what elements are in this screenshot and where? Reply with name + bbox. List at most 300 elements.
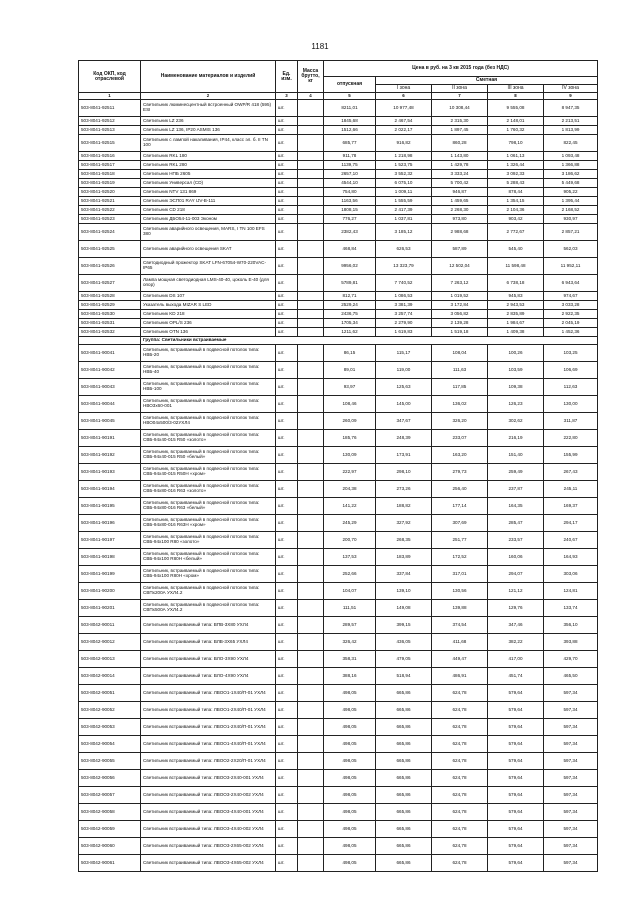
row-code: 503-8041-90198 — [79, 549, 141, 566]
price-zone-2: 111,63 — [432, 362, 488, 379]
row-code: 503-8041-92512 — [79, 117, 141, 126]
price-release: 137,53 — [324, 549, 376, 566]
price-zone-3: 2 148,01 — [488, 117, 544, 126]
price-zone-1: 665,86 — [376, 855, 432, 872]
price-release: 104,07 — [324, 583, 376, 600]
price-zone-3: 237,87 — [488, 481, 544, 498]
price-release: 252,66 — [324, 566, 376, 583]
row-code: 503-8042-90053 — [79, 719, 141, 736]
price-zone-3: 259,49 — [488, 464, 544, 481]
row-code: 503-8041-90042 — [79, 362, 141, 379]
price-zone-4: 1 366,88 — [544, 161, 598, 170]
price-release: 1512,66 — [324, 126, 376, 135]
row-code: 503-8042-90059 — [79, 821, 141, 838]
row-code: 503-8041-92528 — [79, 292, 141, 301]
price-zone-1: 665,86 — [376, 685, 432, 702]
row-name: Светодиодный прожектор SKAT LFN-67054-W70-220VAC-IP65 — [141, 258, 276, 275]
row-name: Светильник встраиваемый типа: ВЛО-4Х90 УХЛ4 — [141, 668, 276, 685]
row-mass — [298, 719, 324, 736]
row-name: Светильник LZ 136, IP20 ASMIS 136 — [141, 126, 276, 135]
price-zone-1: 3 381,39 — [376, 301, 432, 310]
price-zone-1: 1 619,83 — [376, 328, 432, 337]
price-release: 245,29 — [324, 515, 376, 532]
row-mass — [298, 838, 324, 855]
price-zone-1: 10 977,48 — [376, 100, 432, 117]
price-zone-2: 3 172,84 — [432, 301, 488, 310]
table-row — [79, 532, 598, 549]
row-mass — [298, 413, 324, 430]
price-release: 130,09 — [324, 447, 376, 464]
price-zone-3: 579,64 — [488, 770, 544, 787]
price-zone-4: 1 452,36 — [544, 328, 598, 337]
price-zone-4: 930,97 — [544, 215, 598, 224]
row-unit: шт. — [276, 206, 298, 215]
row-unit: шт. — [276, 188, 298, 197]
table-row — [79, 787, 598, 804]
row-code: 503-8041-90193 — [79, 464, 141, 481]
page-number: 1181 — [311, 42, 329, 51]
price-zone-1: 327,92 — [376, 515, 432, 532]
price-zone-1: 436,05 — [376, 634, 432, 651]
row-unit: шт. — [276, 362, 298, 379]
price-zone-2: 624,78 — [432, 685, 488, 702]
price-release: 1705,34 — [324, 319, 376, 328]
row-mass — [298, 617, 324, 634]
price-zone-3: 579,64 — [488, 821, 544, 838]
row-name: Светильник, встраиваемый в подвесной потолок типа: НВО3х60-001 — [141, 396, 276, 413]
row-name: Светильник встраиваемый типа: ЛВОО3-2Х40-002 УХЛ4 — [141, 787, 276, 804]
price-zone-3: 109,38 — [488, 379, 544, 396]
price-release: 498,05 — [324, 753, 376, 770]
price-zone-2: 946,87 — [432, 188, 488, 197]
price-zone-4: 311,87 — [544, 413, 598, 430]
price-zone-1: 145,00 — [376, 396, 432, 413]
price-zone-1: 2 279,90 — [376, 319, 432, 328]
price-release: 498,05 — [324, 770, 376, 787]
row-code: 503-8041-92526 — [79, 258, 141, 275]
price-zone-4: 597,34 — [544, 787, 598, 804]
group-row — [79, 337, 598, 345]
row-mass — [298, 292, 324, 301]
row-unit: шт. — [276, 345, 298, 362]
price-release: 388,16 — [324, 668, 376, 685]
price-zone-4: 245,11 — [544, 481, 598, 498]
price-zone-3: 2 943,53 — [488, 301, 544, 310]
row-unit: шт. — [276, 275, 298, 292]
row-mass — [298, 430, 324, 447]
price-zone-4: 2 922,35 — [544, 310, 598, 319]
header-name: Наименование материалов и изделий — [141, 61, 276, 93]
row-mass — [298, 651, 324, 668]
price-zone-4: 169,37 — [544, 498, 598, 515]
price-zone-2: 624,78 — [432, 804, 488, 821]
row-unit: шт. — [276, 532, 298, 549]
price-zone-2: 860,28 — [432, 135, 488, 152]
row-name: Светильник KD 218 — [141, 310, 276, 319]
price-zone-2: 163,20 — [432, 447, 488, 464]
price-zone-3: 417,00 — [488, 651, 544, 668]
price-zone-4: 1 395,44 — [544, 197, 598, 206]
row-code: 503-8042-90054 — [79, 736, 141, 753]
row-name: Светильник ДБО54-11-003 Эконом — [141, 215, 276, 224]
table-row — [79, 224, 598, 241]
row-mass — [298, 821, 324, 838]
table-row — [79, 821, 598, 838]
price-zone-1: 337,84 — [376, 566, 432, 583]
row-unit: шт. — [276, 179, 298, 188]
row-unit: шт. — [276, 379, 298, 396]
row-name: Светильник, встраиваемый в подвесной потолок типа: СВБ-94х80-016 R63 «золото» — [141, 481, 276, 498]
group-title: Группа: Светильники встраиваемые — [141, 337, 598, 345]
header-prices: Цена в руб. на 3 кв 2015 года (без НДС) — [324, 61, 598, 77]
row-code: 503-8041-92527 — [79, 275, 141, 292]
col-number: 7 — [432, 93, 488, 100]
price-zone-4: 465,50 — [544, 668, 598, 685]
price-zone-4: 294,17 — [544, 515, 598, 532]
price-zone-4: 822,45 — [544, 135, 598, 152]
price-release: 9956,02 — [324, 258, 376, 275]
price-zone-4: 5 449,68 — [544, 179, 598, 188]
price-zone-3: 216,19 — [488, 430, 544, 447]
row-mass — [298, 215, 324, 224]
price-zone-4: 429,70 — [544, 651, 598, 668]
price-zone-3: 2 104,36 — [488, 206, 544, 215]
row-unit: шт. — [276, 161, 298, 170]
row-code: 503-8041-92515 — [79, 135, 141, 152]
table-row — [79, 702, 598, 719]
price-zone-2: 1 143,80 — [432, 152, 488, 161]
price-zone-3: 285,47 — [488, 515, 544, 532]
price-zone-3: 579,64 — [488, 787, 544, 804]
price-zone-4: 11 952,11 — [544, 258, 598, 275]
price-zone-4: 133,74 — [544, 600, 598, 617]
price-zone-2: 7 263,12 — [432, 275, 488, 292]
row-code: 503-8041-90194 — [79, 481, 141, 498]
price-zone-2: 624,78 — [432, 787, 488, 804]
table-row — [79, 566, 598, 583]
price-zone-3: 103,59 — [488, 362, 544, 379]
price-zone-2: 307,69 — [432, 515, 488, 532]
price-release: 2436,75 — [324, 310, 376, 319]
price-zone-3: 9 555,08 — [488, 100, 544, 117]
table-row — [79, 396, 598, 413]
price-zone-2: 2 268,30 — [432, 206, 488, 215]
price-zone-4: 1 093,48 — [544, 152, 598, 161]
row-mass — [298, 301, 324, 310]
table-row — [79, 310, 598, 319]
row-code: 503-8041-92531 — [79, 319, 141, 328]
row-name: Светильник DS 107 — [141, 292, 276, 301]
row-code: 503-8041-90199 — [79, 566, 141, 583]
price-zone-2: 3 056,82 — [432, 310, 488, 319]
price-zone-1: 665,86 — [376, 804, 432, 821]
price-zone-4: 303,06 — [544, 566, 598, 583]
table-row — [79, 753, 598, 770]
table-row — [79, 170, 598, 179]
row-unit: шт. — [276, 310, 298, 319]
row-unit: шт. — [276, 464, 298, 481]
row-mass — [298, 566, 324, 583]
row-code: 503-8041-90043 — [79, 379, 141, 396]
table-row — [79, 275, 598, 292]
row-unit: шт. — [276, 126, 298, 135]
row-unit: шт. — [276, 447, 298, 464]
row-code: 503-8041-90195 — [79, 498, 141, 515]
price-release: 1211,62 — [324, 328, 376, 337]
row-name: Светильник LZ 236 — [141, 117, 276, 126]
price-zone-3: 579,64 — [488, 855, 544, 872]
price-zone-3: 579,64 — [488, 719, 544, 736]
price-zone-3: 164,35 — [488, 498, 544, 515]
header-zone-1: I зона — [376, 85, 432, 93]
row-mass — [298, 345, 324, 362]
row-mass — [298, 275, 324, 292]
row-unit: шт. — [276, 481, 298, 498]
row-unit: шт. — [276, 328, 298, 337]
price-zone-4: 8 947,35 — [544, 100, 598, 117]
row-mass — [298, 634, 324, 651]
price-zone-1: 665,86 — [376, 770, 432, 787]
price-zone-1: 2 022,17 — [376, 126, 432, 135]
price-release: 2382,43 — [324, 224, 376, 241]
price-zone-4: 597,34 — [544, 685, 598, 702]
row-mass — [298, 170, 324, 179]
price-zone-4: 6 943,64 — [544, 275, 598, 292]
price-zone-1: 268,35 — [376, 532, 432, 549]
price-zone-2: 1 519,18 — [432, 328, 488, 337]
table-row — [79, 241, 598, 258]
price-zone-2: 172,52 — [432, 549, 488, 566]
row-mass — [298, 310, 324, 319]
price-zone-3: 1 409,38 — [488, 328, 544, 337]
table-row — [79, 668, 598, 685]
price-zone-1: 119,00 — [376, 362, 432, 379]
row-unit: шт. — [276, 241, 298, 258]
row-unit: шт. — [276, 170, 298, 179]
price-zone-1: 626,53 — [376, 241, 432, 258]
row-name: Светильник встраиваемый типа: ЛВОО3-2Х65-002 УХЛ4 — [141, 838, 276, 855]
table-row — [79, 379, 598, 396]
price-release: 498,05 — [324, 702, 376, 719]
price-zone-1: 188,82 — [376, 498, 432, 515]
price-zone-2: 12 502,04 — [432, 258, 488, 275]
price-zone-3: 878,44 — [488, 188, 544, 197]
price-zone-4: 2 213,51 — [544, 117, 598, 126]
row-mass — [298, 447, 324, 464]
price-release: 89,01 — [324, 362, 376, 379]
row-code: 503-8041-90191 — [79, 430, 141, 447]
price-zone-2: 317,01 — [432, 566, 488, 583]
row-unit: шт. — [276, 804, 298, 821]
price-zone-1: 173,91 — [376, 447, 432, 464]
row-unit: шт. — [276, 258, 298, 275]
row-unit: шт. — [276, 566, 298, 583]
price-zone-1: 2 417,39 — [376, 206, 432, 215]
table-row — [79, 345, 598, 362]
price-zone-1: 3 185,12 — [376, 224, 432, 241]
row-name: Светильник, встраиваемый в подвесной потолок типа: СВБ-94х40-015 R50 «золото» — [141, 430, 276, 447]
row-name: Светильник встраиваемый типа: ЛВОО3-2Х40-001 УХЛ4 — [141, 770, 276, 787]
row-mass — [298, 135, 324, 152]
row-name: Светильник встраиваемый типа: ЛВОО1-2Х40/П-01 УХЛ4 — [141, 702, 276, 719]
price-zone-1: 665,86 — [376, 753, 432, 770]
row-name: Светильник RKL 280 — [141, 161, 276, 170]
price-release: 141,22 — [324, 498, 376, 515]
price-release: 498,05 — [324, 838, 376, 855]
price-zone-3: 945,83 — [488, 292, 544, 301]
row-name: Светильник CD 218 — [141, 206, 276, 215]
header-code: Код ОКП, код отраслевой — [79, 61, 141, 93]
price-zone-2: 10 308,44 — [432, 100, 488, 117]
price-zone-4: 597,34 — [544, 736, 598, 753]
table-row — [79, 258, 598, 275]
price-release: 1845,68 — [324, 117, 376, 126]
row-name: Светильник встраиваемый типа: ВЛВ-3Х65 УХЛ4 — [141, 634, 276, 651]
price-zone-2: 279,73 — [432, 464, 488, 481]
price-zone-1: 665,86 — [376, 838, 432, 855]
price-zone-1: 13 323,79 — [376, 258, 432, 275]
row-name: Светильник, встраиваемый в подвесной потолок типа: СВПх500А УХЛ4.2 — [141, 600, 276, 617]
table-row — [79, 362, 598, 379]
price-release: 200,70 — [324, 532, 376, 549]
price-zone-4: 130,00 — [544, 396, 598, 413]
price-zone-2: 2 139,28 — [432, 319, 488, 328]
price-zone-2: 486,91 — [432, 668, 488, 685]
price-zone-4: 155,99 — [544, 447, 598, 464]
table-row — [79, 206, 598, 215]
row-unit: шт. — [276, 685, 298, 702]
row-name: Светильник, встраиваемый в подвесной потолок типа: СВБ-94х100 R80H «белый» — [141, 549, 276, 566]
row-code: 503-8041-90045 — [79, 413, 141, 430]
row-code: 503-8041-92517 — [79, 161, 141, 170]
table-body — [79, 100, 598, 872]
row-name: Светильник OTN 136 — [141, 328, 276, 337]
price-zone-1: 7 740,52 — [376, 275, 432, 292]
price-release: 5789,81 — [324, 275, 376, 292]
price-zone-3: 579,64 — [488, 736, 544, 753]
price-zone-2: 624,78 — [432, 753, 488, 770]
price-zone-2: 108,04 — [432, 345, 488, 362]
price-zone-2: 233,07 — [432, 430, 488, 447]
row-unit: шт. — [276, 197, 298, 206]
price-zone-1: 1 086,53 — [376, 292, 432, 301]
price-zone-4: 2 045,19 — [544, 319, 598, 328]
row-code: 503-8042-90055 — [79, 753, 141, 770]
row-name: Светильник, встраиваемый в подвесной потолок типа: НВБ-40 — [141, 362, 276, 379]
row-unit: шт. — [276, 396, 298, 413]
row-name: Светильник RKL 180 — [141, 152, 276, 161]
price-release: 1163,56 — [324, 197, 376, 206]
price-zone-3: 451,74 — [488, 668, 544, 685]
row-unit: шт. — [276, 787, 298, 804]
price-zone-3: 151,40 — [488, 447, 544, 464]
price-zone-2: 2 315,30 — [432, 117, 488, 126]
price-zone-3: 3 092,33 — [488, 170, 544, 179]
price-zone-4: 112,63 — [544, 379, 598, 396]
table-row — [79, 736, 598, 753]
price-zone-3: 6 738,18 — [488, 275, 544, 292]
row-code: 503-8042-90060 — [79, 838, 141, 855]
price-zone-4: 267,43 — [544, 464, 598, 481]
price-zone-4: 3 033,28 — [544, 301, 598, 310]
price-release: 358,31 — [324, 651, 376, 668]
row-name: Светильник, встраиваемый в подвесной потолок типа: СВБ-94х80-016 R63 «белый» — [141, 498, 276, 515]
row-mass — [298, 549, 324, 566]
price-zone-4: 240,67 — [544, 532, 598, 549]
price-zone-1: 183,89 — [376, 549, 432, 566]
row-code: 503-8042-90061 — [79, 855, 141, 872]
price-zone-4: 356,10 — [544, 617, 598, 634]
row-code: 503-8041-92522 — [79, 206, 141, 215]
row-code: 503-8041-92523 — [79, 215, 141, 224]
price-zone-1: 1 037,81 — [376, 215, 432, 224]
row-name: Светильник, встраиваемый в подвесной потолок типа: СВБ-94х100 R80 «золото» — [141, 532, 276, 549]
table-row — [79, 651, 598, 668]
price-zone-2: 3 333,24 — [432, 170, 488, 179]
row-name: Светильник, встраиваемый в подвесной потолок типа: НВБ-20 — [141, 345, 276, 362]
table-row — [79, 413, 598, 430]
price-zone-2: 326,20 — [432, 413, 488, 430]
price-release: 204,38 — [324, 481, 376, 498]
row-name: Светильник, встраиваемый в подвесной потолок типа: СВБ-94х80-016 R63H «хром» — [141, 515, 276, 532]
table-row — [79, 464, 598, 481]
table-row — [79, 188, 598, 197]
row-mass — [298, 770, 324, 787]
row-mass — [298, 328, 324, 337]
table-row — [79, 634, 598, 651]
row-unit: шт. — [276, 319, 298, 328]
header-estimate: Сметная — [376, 77, 598, 85]
col-number: 2 — [141, 93, 276, 100]
price-zone-3: 126,23 — [488, 396, 544, 413]
row-unit: шт. — [276, 215, 298, 224]
row-unit: шт. — [276, 821, 298, 838]
table-row — [79, 685, 598, 702]
price-zone-2: 624,78 — [432, 838, 488, 855]
price-zone-3: 1 984,67 — [488, 319, 544, 328]
price-zone-1: 3 257,74 — [376, 310, 432, 319]
price-zone-4: 597,34 — [544, 821, 598, 838]
row-mass — [298, 753, 324, 770]
row-name: Светильник ЭСП01 RAY IJV-B-111 — [141, 197, 276, 206]
row-code: 503-8041-90192 — [79, 447, 141, 464]
price-zone-4: 905,22 — [544, 188, 598, 197]
price-zone-4: 597,34 — [544, 804, 598, 821]
price-zone-1: 139,10 — [376, 583, 432, 600]
header-zone-4: IV зона — [544, 85, 598, 93]
price-zone-3: 798,10 — [488, 135, 544, 152]
price-zone-1: 665,86 — [376, 736, 432, 753]
price-zone-4: 1 813,99 — [544, 126, 598, 135]
row-name: Светильник встраиваемый типа: ВПВ-3Х80 УХЛ4 — [141, 617, 276, 634]
price-zone-1: 399,15 — [376, 617, 432, 634]
price-zone-3: 100,26 — [488, 345, 544, 362]
row-unit: шт. — [276, 634, 298, 651]
price-release: 222,97 — [324, 464, 376, 481]
table-row — [79, 215, 598, 224]
price-zone-3: 233,57 — [488, 532, 544, 549]
price-zone-4: 393,88 — [544, 634, 598, 651]
price-zone-2: 624,78 — [432, 736, 488, 753]
price-zone-1: 665,86 — [376, 719, 432, 736]
price-zone-3: 121,12 — [488, 583, 544, 600]
price-release: 185,76 — [324, 430, 376, 447]
row-code: 503-8041-90201 — [79, 600, 141, 617]
row-mass — [298, 258, 324, 275]
row-unit: шт. — [276, 617, 298, 634]
table-row — [79, 100, 598, 117]
row-mass — [298, 319, 324, 328]
